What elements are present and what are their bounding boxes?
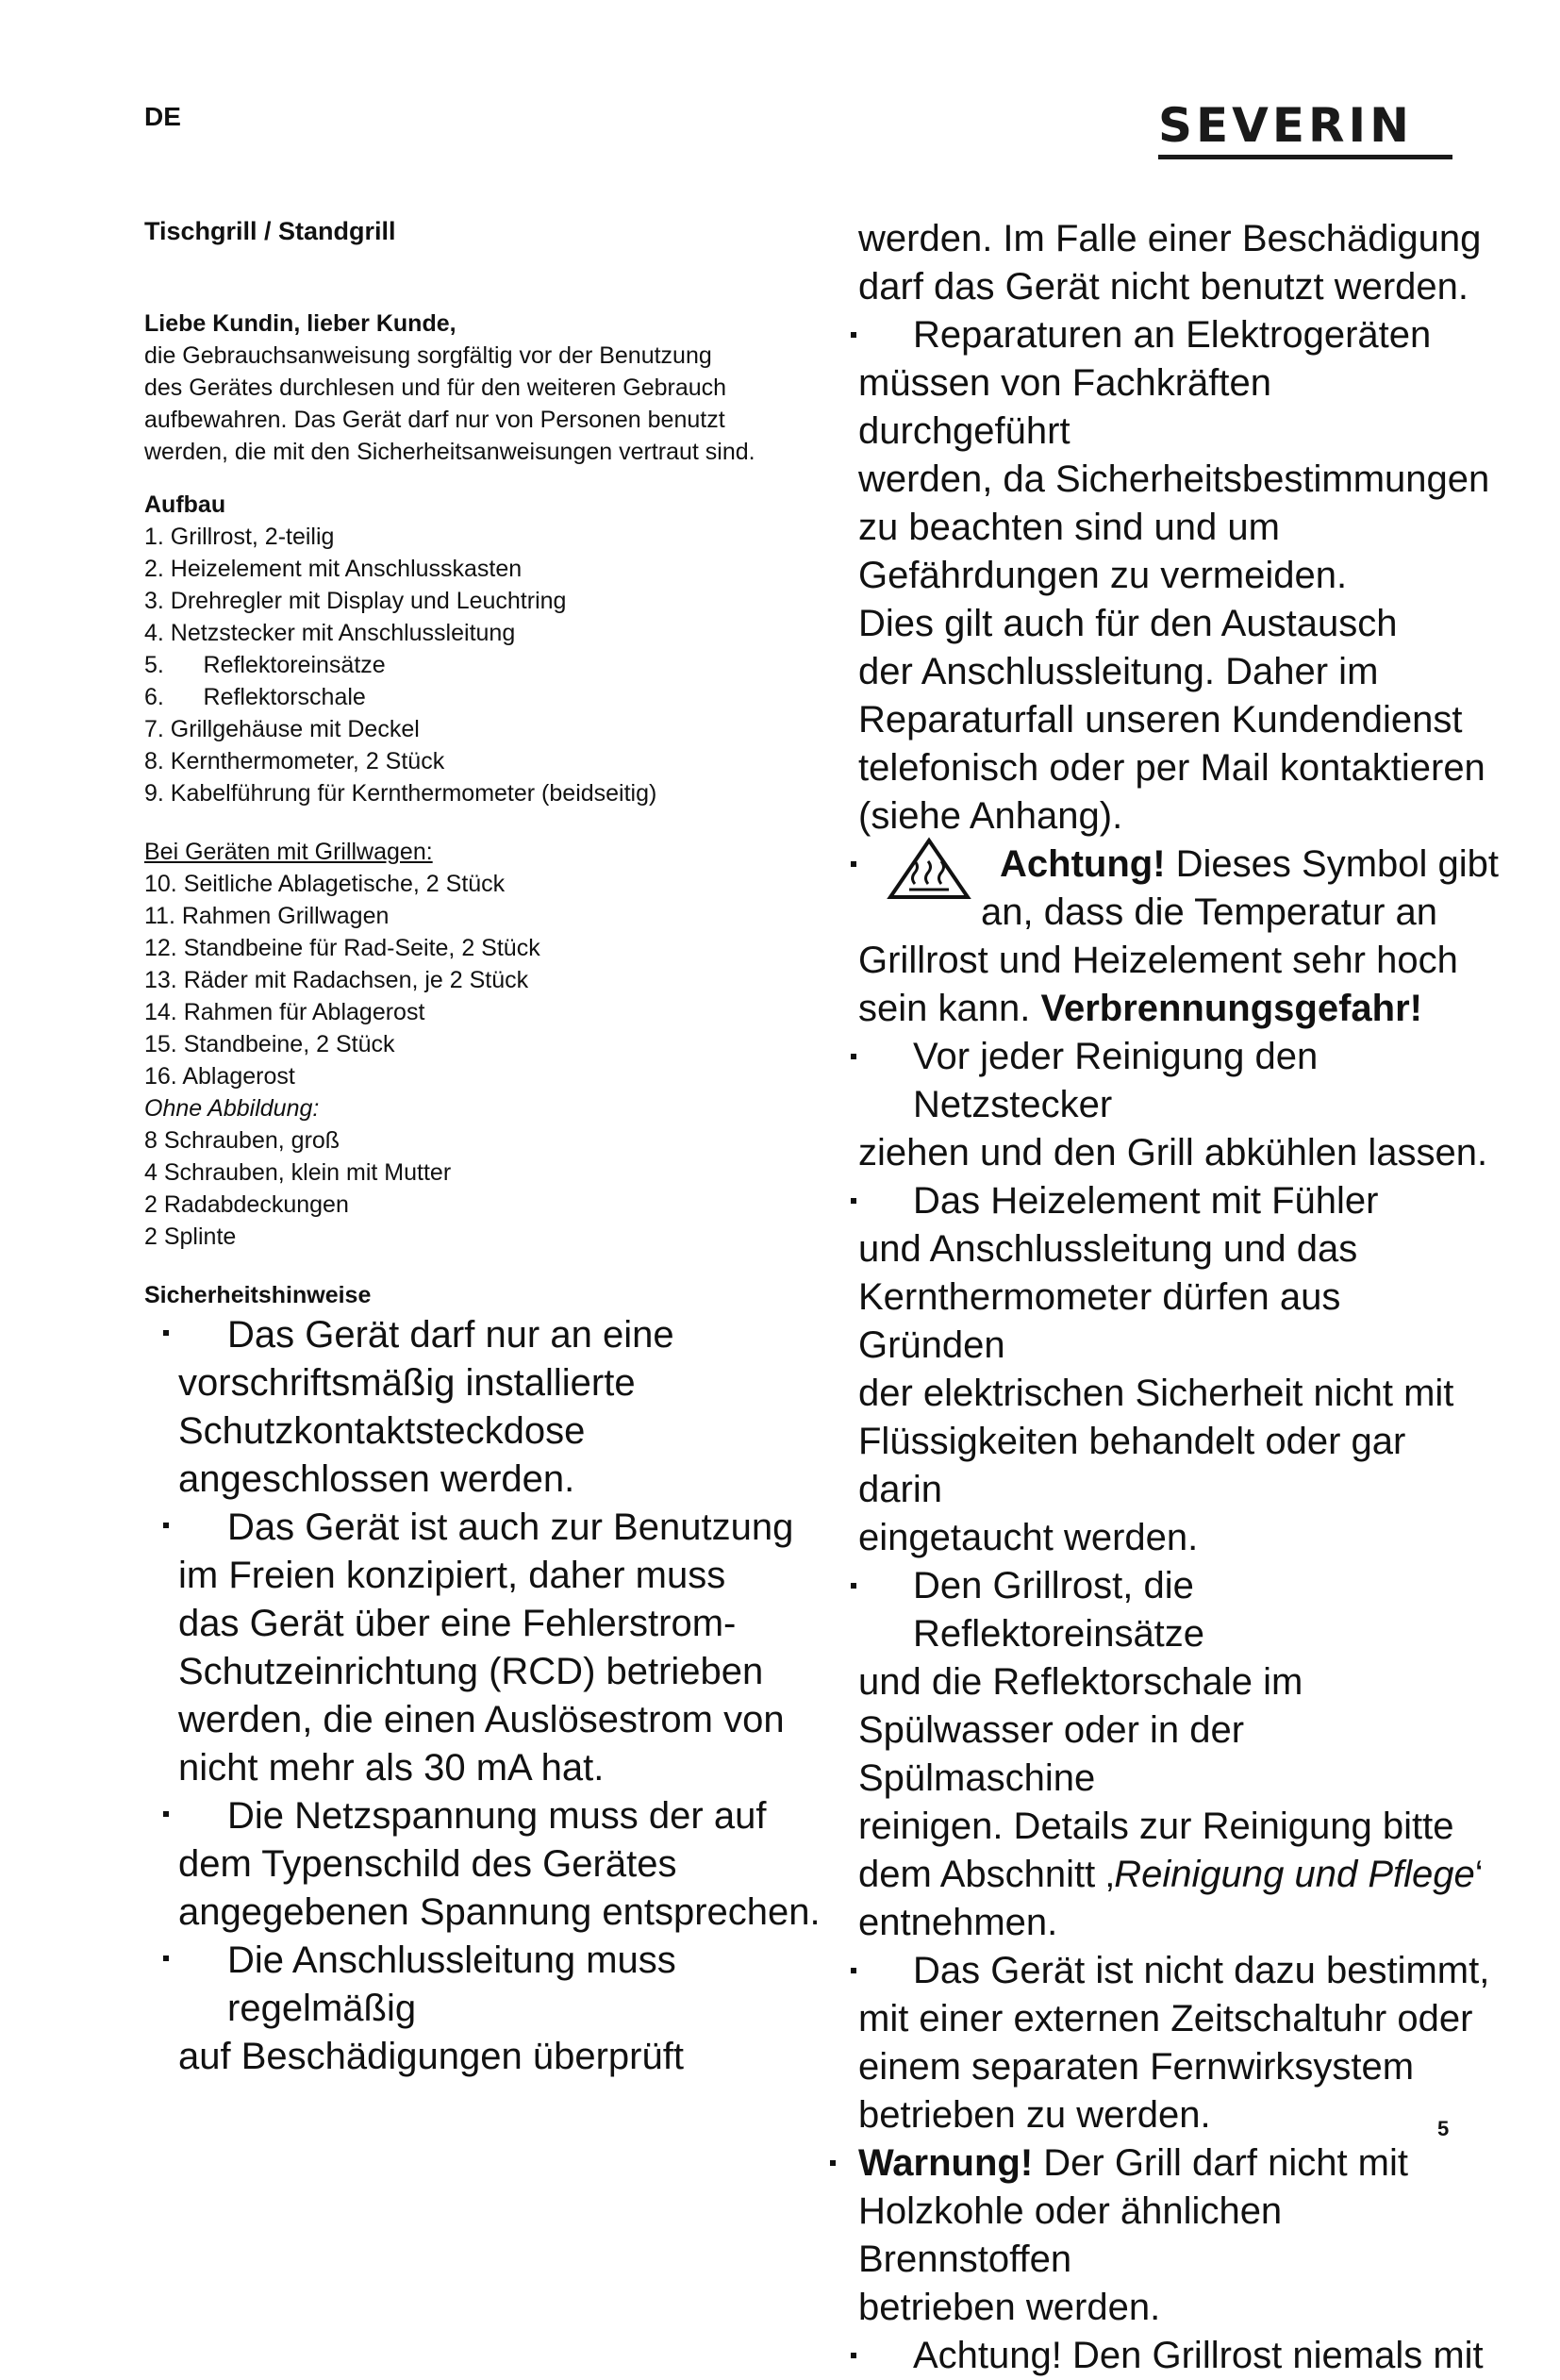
parts-list	[144, 521, 823, 809]
bullet-icon	[851, 861, 856, 867]
right-column	[830, 215, 1499, 2380]
safety-list	[144, 1311, 823, 2081]
list-item: 7. Grillgehäuse mit Deckel	[144, 716, 420, 742]
bullet-icon	[851, 332, 856, 338]
list-item: 14. Rahmen für Ablagerost	[144, 999, 425, 1025]
list-item: 1. Grillrost, 2-teilig	[144, 524, 335, 550]
continued-line: darf das Gerät nicht benutzt werden.	[858, 266, 1469, 308]
intro-line: die Gebrauchsanweisung sorgfältig vor der Benutzung	[144, 342, 712, 369]
list-item: Das Gerät ist nicht dazu bestimmt, mit einer externen Zeitschaltuhr oder einem separaten Fernwirksystem betrieben zu werden.	[830, 1947, 1490, 2139]
intro-line: werden, die mit den Sicherheitsanweisungen vertraut sind.	[144, 439, 755, 465]
intro-line: des Gerätes durchlesen und für den weiteren Gebrauch	[144, 374, 727, 401]
bullet-icon	[163, 1811, 169, 1817]
list-item: 2. Heizelement mit Anschlusskasten	[144, 556, 523, 582]
bullet-icon	[851, 2353, 856, 2358]
list-item: Achtung! Dieses Symbol gibt an, dass die Temperatur an Grillrost und Heizelement sehr hoch sein kann. Verbrennungsgefahr!	[830, 840, 1490, 1033]
list-item: 16. Ablagerost	[144, 1063, 295, 1090]
list-item: Vor jeder Reinigung den Netzstecker ziehen und den Grill abkühlen lassen.	[830, 1033, 1490, 1177]
page-title: Tischgrill / Standgrill	[144, 217, 396, 245]
intro-line: aufbewahren. Das Gerät darf nur von Personen benutzt	[144, 407, 725, 433]
greeting: Liebe Kundin, lieber Kunde,	[144, 310, 456, 337]
list-item: 10. Seitliche Ablagetische, 2 Stück	[144, 871, 506, 897]
list-item: 3. Drehregler mit Display und Leuchtring	[144, 588, 567, 614]
list-item: Die Anschlussleitung muss regelmäßig auf Beschädigungen überprüft	[144, 1937, 823, 2081]
bullet-icon	[830, 2160, 836, 2166]
continued-line: werden. Im Falle einer Beschädigung	[858, 218, 1482, 259]
list-item: 6. Reflektorschale	[144, 684, 366, 710]
list-item: Den Grillrost, die Reflektoreinsätze und die Reflektorschale im Spülwasser oder in der Spülmaschine reinigen. Details zur Reinigung bitte dem Abschnitt ‚Reinigung und Pflege‘ entnehmen.	[830, 1562, 1490, 1947]
list-item: 15. Standbeine, 2 Stück	[144, 1031, 395, 1057]
list-item: 12. Standbeine für Rad-Seite, 2 Stück	[144, 935, 540, 961]
bullet-icon	[163, 1956, 169, 1961]
list-item: Die Netzspannung muss der auf dem Typenschild des Gerätes angegebenen Spannung entsprechen.	[144, 1792, 823, 1937]
left-column	[144, 215, 823, 2081]
list-item: Das Gerät ist auch zur Benutzung im Freien konzipiert, daher muss das Gerät über eine Fehlerstrom- Schutzeinrichtung (RCD) betrieben werden, die einen Auslösestrom von nicht mehr als 30 mA hat.	[144, 1504, 823, 1792]
brand-name: SEVERIN	[1158, 98, 1413, 153]
list-item: Das Gerät darf nur an eine vorschriftsmäßig installierte Schutzkontaktsteckdose angeschlossen werden.	[144, 1311, 823, 1504]
list-item: 4. Netzstecker mit Anschlussleitung	[144, 620, 516, 646]
hot-surface-warning-icon	[887, 837, 971, 901]
trolley-heading: Bei Geräten mit Grillwagen:	[144, 839, 433, 865]
bullet-icon	[163, 1523, 169, 1528]
brand-logo	[1158, 98, 1452, 158]
trolley-parts-list	[144, 868, 823, 1092]
list-item: 5. Reflektoreinsätze	[144, 652, 386, 678]
safety-heading: Sicherheitshinweise	[144, 1282, 372, 1308]
list-item: Das Heizelement mit Fühler und Anschlussleitung und das Kernthermometer dürfen aus Gründen der elektrischen Sicherheit nicht mit Flüssigkeiten behandelt oder gar darin eingetaucht werden.	[830, 1177, 1490, 1562]
list-item: 2 Splinte	[144, 1223, 237, 1250]
bullet-icon	[851, 1583, 856, 1589]
list-item: Reparaturen an Elektrogeräten müssen von Fachkräften durchgeführt werden, da Sicherheitsbestimmungen zu beachten sind und um Gefährdungen zu vermeiden. Dies gilt auch für den Austausch der Anschlussleitung. Daher im Reparaturfall unseren Kundendienst telefonisch oder per Mail kontaktieren (siehe Anhang).	[830, 311, 1490, 840]
list-item: 9. Kabelführung für Kernthermometer (beidseitig)	[144, 780, 657, 807]
bullet-icon	[851, 1198, 856, 1204]
list-item: 11. Rahmen Grillwagen	[144, 903, 390, 929]
parts-heading: Aufbau	[144, 491, 226, 518]
page-number: 5	[1437, 2117, 1450, 2140]
bullet-icon	[851, 1054, 856, 1059]
list-item: 4 Schrauben, klein mit Mutter	[144, 1159, 452, 1186]
bullet-icon	[163, 1330, 169, 1336]
language-code: DE	[144, 102, 181, 131]
trolley-section	[144, 836, 823, 1253]
list-item: 13. Räder mit Radachsen, je 2 Stück	[144, 967, 529, 993]
bullet-icon	[851, 1968, 856, 1973]
parts-section	[144, 489, 823, 809]
list-item: Warnung! Der Grill darf nicht mit Holzkohle oder ähnlichen Brennstoffen betrieben werden.	[830, 2139, 1490, 2332]
list-item: 8. Kernthermometer, 2 Stück	[144, 748, 445, 774]
no-figure-label: Ohne Abbildung:	[144, 1095, 320, 1122]
list-item: 2 Radabdeckungen	[144, 1191, 349, 1218]
logo-underline	[1158, 155, 1452, 159]
intro-section	[144, 308, 823, 468]
list-item: 8 Schrauben, groß	[144, 1127, 340, 1154]
list-item: Achtung! Den Grillrost niemals mit	[830, 2332, 1490, 2380]
